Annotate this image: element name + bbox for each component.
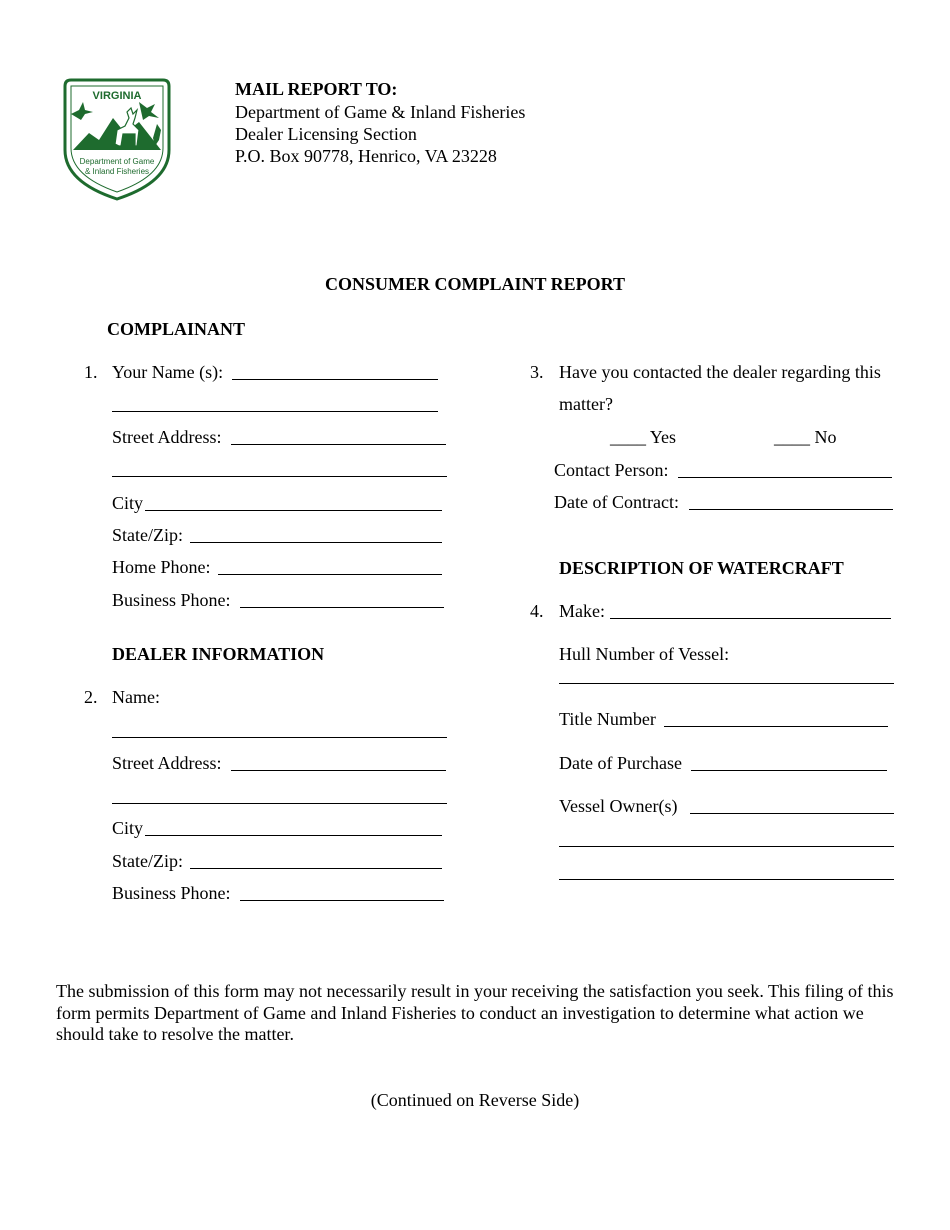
dealer-business-phone-field[interactable] [240, 900, 444, 901]
form-title: CONSUMER COMPLAINT REPORT [324, 274, 626, 294]
complainant-heading: COMPLAINANT [107, 319, 245, 339]
complainant-city-field[interactable] [145, 510, 442, 511]
continued-note: (Continued on Reverse Side) [370, 1090, 580, 1110]
dealer-state-zip-label: State/Zip: [112, 851, 183, 871]
logo-text-bottom-1: Department of Game [79, 157, 155, 166]
logo-text-bottom-2: & Inland Fisheries [84, 167, 150, 176]
dealer-business-phone-label: Business Phone: [112, 883, 231, 903]
date-of-contract-label: Date of Contract: [554, 492, 679, 512]
dealer-heading: DEALER INFORMATION [112, 644, 325, 664]
address-line-1: Department of Game & Inland Fisheries [235, 102, 526, 122]
dealer-name-field[interactable] [112, 737, 447, 738]
address-line-3: P.O. Box 90778, Henrico, VA 23228 [235, 146, 497, 166]
complainant-state-zip-label: State/Zip: [112, 525, 183, 545]
dealer-state-zip-field[interactable] [190, 868, 442, 869]
complainant-name-field[interactable] [232, 379, 438, 380]
complainant-name-label: Your Name (s): [112, 362, 224, 382]
virginia-dgif-seal [55, 78, 179, 202]
vessel-owner-field-2[interactable] [559, 846, 894, 847]
dealer-city-field[interactable] [145, 835, 442, 836]
complainant-street-label: Street Address: [112, 427, 222, 447]
date-of-purchase-field[interactable] [691, 770, 887, 771]
contact-person-field[interactable] [678, 477, 892, 478]
complainant-business-phone-field[interactable] [240, 607, 444, 608]
agency-logo [55, 78, 179, 202]
contact-question-line-1: Have you contacted the dealer regarding this [559, 362, 881, 382]
complainant-state-zip-field[interactable] [190, 542, 442, 543]
vessel-owner-field[interactable] [690, 813, 894, 814]
complainant-street-field[interactable] [231, 444, 446, 445]
vessel-owner-label: Vessel Owner(s) [559, 796, 678, 816]
item-number-4: 4. [530, 601, 544, 621]
vessel-owner-field-3[interactable] [559, 879, 894, 880]
dealer-name-label: Name: [112, 687, 160, 707]
complainant-street-field-2[interactable] [112, 476, 447, 477]
title-number-field[interactable] [664, 726, 888, 727]
complainant-home-phone-field[interactable] [218, 574, 442, 575]
dealer-street-field-2[interactable] [112, 803, 447, 804]
hull-number-field[interactable] [559, 683, 894, 684]
complainant-name-field-2[interactable] [112, 411, 438, 412]
title-number-label: Title Number [559, 709, 656, 729]
complainant-city-label: City [112, 493, 144, 513]
contact-person-label: Contact Person: [554, 460, 669, 480]
dealer-street-field[interactable] [231, 770, 446, 771]
mail-report-to-label: MAIL REPORT TO: [235, 79, 398, 99]
item-number-1: 1. [84, 362, 98, 382]
mailing-address [235, 101, 525, 167]
disclaimer-text: The submission of this form may not necessarily result in your receiving the satisfaction you seek. This filing of this form permits Department of Game and Inland Fisheries to conduct an investigation to determine what action we should take to resolve the matter. [56, 981, 894, 1044]
logo-text-top: VIRGINIA [92, 90, 142, 102]
address-line-2: Dealer Licensing Section [235, 124, 417, 144]
dealer-city-label: City [112, 818, 144, 838]
make-label: Make: [559, 601, 605, 621]
dealer-street-label: Street Address: [112, 753, 222, 773]
complainant-business-phone-label: Business Phone: [112, 590, 231, 610]
date-of-contract-field[interactable] [689, 509, 893, 510]
contact-question-line-2: matter? [559, 394, 613, 414]
date-of-purchase-label: Date of Purchase [559, 753, 682, 773]
hull-number-label: Hull Number of Vessel: [559, 644, 730, 664]
contact-yes-option[interactable]: ____ Yes [610, 427, 677, 447]
watercraft-heading: DESCRIPTION OF WATERCRAFT [559, 558, 844, 578]
contact-no-option[interactable]: ____ No [774, 427, 837, 447]
item-number-2: 2. [84, 687, 98, 707]
complainant-home-phone-label: Home Phone: [112, 557, 211, 577]
make-field[interactable] [610, 618, 891, 619]
item-number-3: 3. [530, 362, 544, 382]
